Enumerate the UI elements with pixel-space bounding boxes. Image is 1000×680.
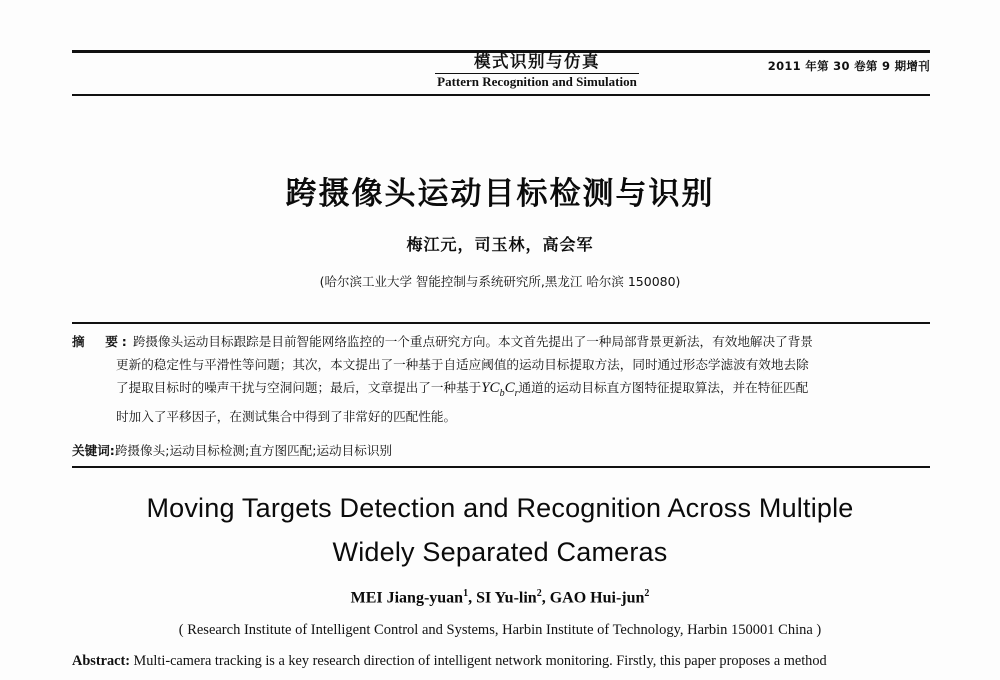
author-en-3-sup: 2 (644, 588, 650, 599)
author-en-2: SI Yu-lin (476, 589, 537, 607)
affiliation-en: ( Research Institute of Intelligent Control and Systems, Harbin Institute of Technology, Harbin 150001 China ) (178, 622, 822, 638)
formula-y: YC (481, 380, 500, 396)
abstract-cn (72, 330, 932, 428)
author-en-1: MEI Jiang-yuan (350, 589, 464, 607)
keywords-cn-value: 跨摄像头;运动目标检测;直方图匹配;运动目标识别 (114, 443, 393, 458)
abstract-cn-line-2: 更新的稳定性与平滑性等问题；其次，本文提出了一种基于自适应阈值的运动目标提取方法，同时通过形态学滤波有效地去除 (116, 357, 809, 372)
formula-c: C (504, 380, 515, 396)
author-en-2-sup: 2 (536, 588, 542, 599)
abstract-cn-line-1: 跨摄像头运动目标跟踪是目前智能网络监控的一个重点研究方向。本文首先提出了一种局部背景更新法，有效地解决了背景 (132, 334, 813, 349)
page-title-en (60, 486, 940, 574)
page-title-en-line-1: Moving Targets Detection and Recognition Across Multiple (146, 493, 854, 523)
page-title-cn: 跨摄像头运动目标检测与识别 (285, 176, 715, 212)
issue-info: 2011 年第 30 卷第 9 期增刊 (767, 59, 930, 73)
abstract-rule-bottom (72, 466, 930, 468)
masthead-rule-bottom (72, 94, 930, 96)
abstract-en-label: Abstract: (72, 653, 130, 669)
abstract-cn-line-4: 时加入了平移因子，在测试集合中得到了非常好的匹配性能。 (116, 409, 457, 424)
affiliation-cn: (哈尔滨工业大学 智能控制与系统研究所,黑龙江 哈尔滨 150080) (319, 274, 681, 289)
keywords-cn-label: 关键词: (72, 443, 115, 458)
journal-name-cn: 模式识别与仿真 (474, 52, 600, 71)
journal-name-block (392, 52, 682, 91)
author-en-1-sup: 1 (463, 588, 469, 599)
formula-ycbcr (481, 380, 519, 399)
abstract-cn-line-3a: 了提取目标时的噪声干扰与空洞问题；最后，文章提出了一种基于 (116, 380, 482, 395)
abstract-cn-line-3b: 通道的运动目标直方图特征提取算法，并在特征匹配 (518, 380, 809, 395)
abstract-rule-top (72, 322, 930, 324)
masthead (72, 50, 930, 98)
author-en-3: GAO Hui-jun (549, 589, 645, 607)
page-title-en-line-2: Widely Separated Cameras (332, 537, 668, 567)
formula-sub-r: r (514, 388, 519, 399)
abstract-en-text: Multi-camera tracking is a key research direction of intelligent network monitoring. Firstly, this paper proposes a method (133, 653, 827, 669)
abstract-cn-label: 摘 要: (72, 334, 131, 349)
formula-sub-b: b (499, 388, 505, 399)
authors-cn: 梅江元，司玉林，高会军 (406, 235, 594, 254)
abstract-en (72, 650, 932, 672)
keywords-cn (72, 441, 932, 461)
authors-en: MEI Jiang-yuan$^1$, SI Yu-lin$^2$, GAO Hui-jun$^2$ (350, 588, 650, 607)
journal-name-en: Pattern Recognition and Simulation (437, 74, 637, 89)
